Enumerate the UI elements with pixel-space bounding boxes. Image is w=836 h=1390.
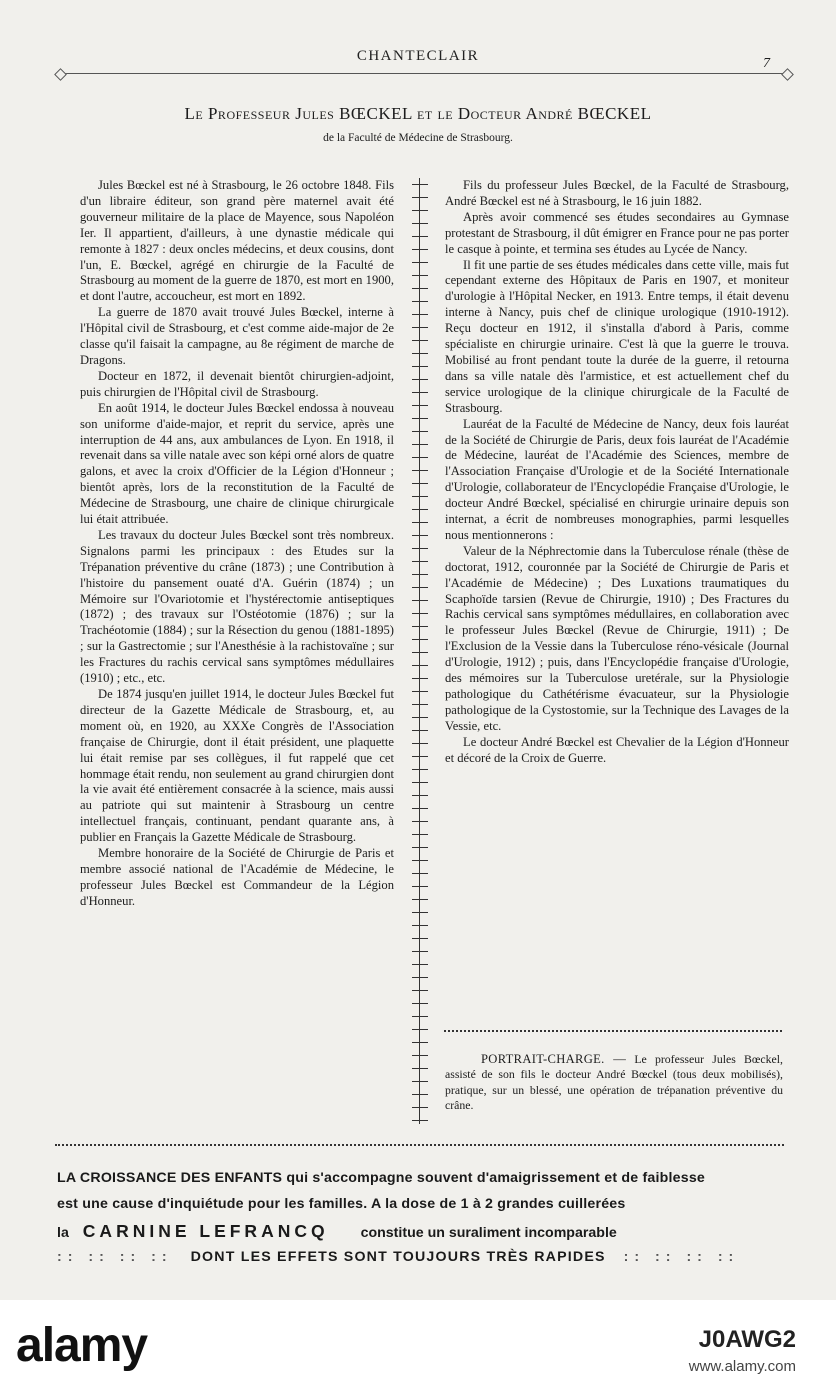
paragraph: Il fit une partie de ses études médicales dans cette ville, mais fut cependant externe des Hôpitaux de Paris en 1907, et moniteur d'urologie à l'Hôpital Necker, en 1913. Entre temps, il était devenu interne à Nancy, puis chef de clinique urologique (1910-1912). Reçu docteur en 1912, il s'installa d'abord à Paris, comme spécialiste en chirurgie urinaire. C'est là que la guerre le trouva. Mobilisé au front pendant toute la durée de la guerre, il retourna dans sa ville natale dès l'armistice, et est actuellement chef du service urologique de la clinique chirurgicale de la Faculté de Strasbourg. <box>445 257 789 415</box>
stock-watermark-bar <box>0 1300 836 1390</box>
right-column <box>445 178 789 767</box>
ad-line-2: est une cause d'inquiétude pour les familles. A la dose de 1 à 2 grandes cuillerées <box>57 1196 626 1212</box>
ad-ornament-left: :: :: :: :: <box>57 1249 173 1265</box>
paragraph: Fils du professeur Jules Bœckel, de la Faculté de Strasbourg, André Bœckel est né à Strasbourg, le 16 juin 1882. <box>445 178 789 208</box>
advertisement-separator <box>55 1144 784 1146</box>
ad-line-1: LA CROISSANCE DES ENFANTS qui s'accompagne souvent d'amaigrissement et de faiblesse <box>57 1170 706 1186</box>
column-divider <box>412 178 428 1124</box>
article-subtitle: de la Faculté de Médecine de Strasbourg. <box>323 132 513 144</box>
alamy-logo: alamy <box>16 1319 148 1372</box>
article-title: Le Professeur Jules BŒCKEL et le Docteur André BŒCKEL <box>184 104 652 123</box>
paragraph: Jules Bœckel est né à Strasbourg, le 26 octobre 1848. Fils d'un libraire éditeur, son grand père maternel avait été gouverneur militaire de la place de Mayence, sous Napoléon Ier. Il appartient, d'ailleurs, à une dynastie médicale qui remonte à 1827 : deux oncles médecins, et deux cousins, dont l'un, E. Bœckel, agrégé en chirurgie de la Faculté de Strasbourg au moment de la guerre de 1870, est mort en 1900, et dont l'autre, accoucheur, est mort en 1892. <box>80 178 394 304</box>
portrait-caption-text: Le professeur Jules Bœckel, assisté de son fils le docteur André Bœckel (tous deux mobilisés), pratique, sur un blessé, une opération de trépanation préventive du crâne. <box>445 1052 783 1113</box>
ad-line-3-prefix: la <box>57 1225 69 1241</box>
paragraph: En août 1914, le docteur Jules Bœckel endossa à nouveau son uniforme d'aide-major, et reprit du service, après une interruption de 44 ans, aux ambulances de Lyon. En 1918, il revenait dans sa ville natale avec son képi orné alors de quatre galons, et avec la croix d'Officier de la Légion d'Honneur ; bientôt après, lors de la reconstitution de la Faculté de Médecine de Strasbourg, une chaire de clinique chirurgicale lui était attribuée. <box>80 400 394 527</box>
ad-line-3 <box>57 1221 787 1242</box>
caption-separator <box>444 1030 782 1032</box>
header-rule <box>60 73 788 74</box>
paragraph: Docteur en 1872, il devenait bientôt chirurgien-adjoint, puis chirurgien de l'Hôpital civil de Strasbourg. <box>80 368 394 399</box>
site-url: www.alamy.com <box>688 1358 796 1375</box>
paragraph: Valeur de la Néphrectomie dans la Tuberculose rénale (thèse de doctorat, 1912, couronnée par la Société de Chirurgie de Paris et l'Académie de Médecine) ; Des Luxations traumatiques du Scaphoïde tarsien (Revue de Chirurgie, 1910) ; Des Fractures du Rachis cervical sans symptômes médullaires, en collaboration avec le professeur Jules Bœckel (Revue de Chirurgie, 1911) ; De l'Exclusion de la Vessie dans la Tuberculose réno-vésicale (Journal d'Urologie, 1912) ; puis, dans l'Encyclopédie française d'Urologie, des mémoires sur la Tuberculose uretérale, sur la Physiologie pathologique du Cathétérisme évacuateur, sur la Physiologie pathologique de la Cystostomie, sur la Technique des Lavages de la Vessie, etc. <box>445 543 789 733</box>
ad-line-4 <box>57 1249 787 1265</box>
image-code: J0AWG2 <box>698 1326 796 1353</box>
portrait-caption <box>445 1052 783 1114</box>
left-column <box>80 178 394 910</box>
paragraph: Le docteur André Bœckel est Chevalier de la Légion d'Honneur et décoré de la Croix de Guerre. <box>445 734 789 765</box>
paragraph: La guerre de 1870 avait trouvé Jules Bœckel, interne à l'Hôpital civil de Strasbourg, et c'est comme aide-major de 2e classe qu'il faisait la campagne, au 8e régiment de marche de Dragons. <box>80 305 394 367</box>
ad-slogan: DONT LES EFFETS SONT TOUJOURS TRÈS RAPIDES <box>190 1249 606 1265</box>
running-title: CHANTECLAIR <box>356 48 480 64</box>
paragraph: Les travaux du docteur Jules Bœckel sont très nombreux. Signalons parmi les principaux : des Etudes sur la Trépanation préventive du crâne (1873) ; une Contribution à l'histoire du pansement ouaté d'A. Guérin (1874) ; un Mémoire sur l'Ovariotomie et l'hystérectomie antiseptiques (1872) ; des travaux sur l'Ostéotomie (1876) ; sur la Trachéotomie (1884) ; sur la Résection du genou (1881-1895) ; sur la Gastrectomie ; sur l'Anesthésie à la rachistovaïne ; sur les Fractures du rachis cervical sans symptômes médullaires (1910) ; etc., etc. <box>80 527 394 686</box>
portrait-caption-heading: PORTRAIT-CHARGE. — <box>481 1052 627 1066</box>
paragraph: Membre honoraire de la Société de Chirurgie de Paris et membre associé national de l'Académie de Médecine, le professeur Jules Bœckel est Commandeur de la Légion d'Honneur. <box>80 846 394 908</box>
page-number: 7 <box>763 56 770 71</box>
ad-brand-name: CARNINE LEFRANCQ <box>82 1221 329 1241</box>
ad-line-3-suffix: constitue un suraliment incomparable <box>360 1225 617 1241</box>
paragraph: De 1874 jusqu'en juillet 1914, le docteur Jules Bœckel fut directeur de la Gazette Médicale de Strasbourg, et, au moment où, en 1920, au XXXe Congrès de l'Association française de Chirurgie, dont il était président, une plaquette lui était remise par ses collègues, il fut rappelé que cet hommage était rendu, non seulement au grand chirurgien dont la vie avait été entièrement consacrée à la science, mais aussi au patriote qui sut maintenir à Strasbourg un centre intellectuel français, continuant, pendant quarante ans, à publier en Français la Gazette Médicale de Strasbourg. <box>80 687 394 845</box>
ad-ornament-right: :: :: :: :: <box>623 1249 740 1265</box>
paragraph: Après avoir commencé ses études secondaires au Gymnase protestant de Strasbourg, il dût émigrer en France pour ne pas porter le casque à pointe, et termina ses études au Lycée de Nancy. <box>445 209 789 256</box>
paragraph: Lauréat de la Faculté de Médecine de Nancy, deux fois lauréat de la Société de Chirurgie de Paris, deux fois lauréat de l'Académie de Médecine, lauréat de l'Académie des Sciences, membre de l'Association Française d'Urologie et de la Société Internationale d'Urologie, collaborateur de l'Encyclopédie Française d'Urologie, le docteur André Bœckel, spécialisé en chirurgie urinaire depuis son internat, a écrit de nombreuses monographies, parmi lesquelles nous mentionnerons : <box>445 416 789 542</box>
